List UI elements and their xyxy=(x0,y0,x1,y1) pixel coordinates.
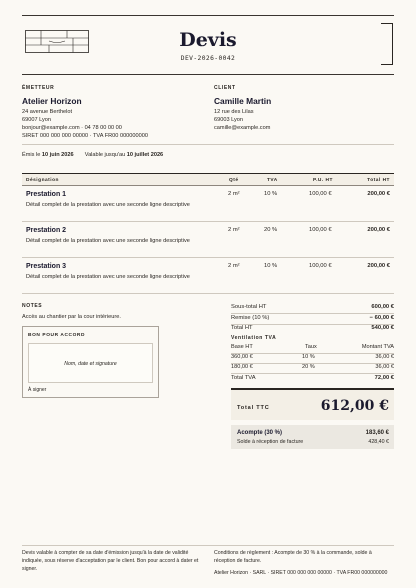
totals-divider xyxy=(231,313,394,314)
row-total: 200,00 € xyxy=(367,190,390,197)
row-qty: 2 m² xyxy=(228,226,240,233)
corner-bracket xyxy=(381,23,393,65)
deposit-value: 183,60 € xyxy=(365,430,389,436)
issuer-legal: SIRET 000 000 000 00000 · TVA FR00 000000000 xyxy=(22,133,148,140)
col-unit-price: P.U. HT xyxy=(313,178,333,183)
total-vat-value: 72,00 € xyxy=(374,375,394,381)
row-title: Prestation 1 xyxy=(26,191,67,198)
row-title: Prestation 3 xyxy=(26,263,67,270)
footer-payment: Conditions de règlement : Acompte de 30 % à la commande, solde à réception de facture. xyxy=(214,550,372,564)
row-total: 200,00 € xyxy=(367,262,390,269)
vat-base: 180,00 € xyxy=(231,364,253,370)
document-number: DEV-2026-0042 xyxy=(180,55,236,62)
row-title: Prestation 2 xyxy=(26,227,67,234)
vat-breakdown-label: Ventilation TVA xyxy=(231,335,277,341)
signature-status: À signer xyxy=(28,387,47,393)
vat-rate: 20 % xyxy=(302,364,315,370)
row-description: Détail complet de la prestation avec une seconde ligne descriptive xyxy=(26,274,190,280)
client-label: CLIENT xyxy=(214,85,236,91)
total-ttc-label: Total TTC xyxy=(237,405,270,411)
balance-label: Solde à réception de facture xyxy=(237,439,304,445)
floorplan-logo-icon xyxy=(25,30,89,53)
row-vat: 10 % xyxy=(264,262,278,269)
table-row xyxy=(22,258,394,294)
balance-value: 428,40 € xyxy=(368,439,389,445)
total-ht-label: Total HT xyxy=(231,325,253,331)
vat-amount: 36,00 € xyxy=(375,364,394,370)
row-unit-price: 100,00 € xyxy=(309,262,332,269)
subtotal-label: Sous-total HT xyxy=(231,304,267,310)
footer-validity: Devis valable à compter de sa date d'émission jusqu'à la date de validité indiquée, sous réserve d'acceptation par le client. Bon pour accord à dater et signer. xyxy=(22,550,199,572)
row-unit-price: 100,00 € xyxy=(309,226,332,233)
table-row xyxy=(22,222,394,258)
issuer-address2: 69007 Lyon xyxy=(22,117,52,124)
total-ht-value: 540,00 € xyxy=(371,325,394,331)
col-qty: Qté xyxy=(229,178,239,183)
signature-hint: Nom, date et signature xyxy=(64,361,117,367)
issuer-address1: 24 avenue Berthelot xyxy=(22,108,73,115)
signature-label: BON POUR ACCORD xyxy=(28,333,86,338)
deposit-label: Acompte (30 %) xyxy=(237,430,283,436)
total-ttc-box xyxy=(231,388,394,420)
total-ht-row xyxy=(231,325,394,335)
table-header xyxy=(22,173,394,186)
document-title: Devis xyxy=(179,29,237,51)
row-vat: 20 % xyxy=(264,226,278,233)
vat-col-base: Base HT xyxy=(231,344,253,350)
vat-col-amount: Montant TVA xyxy=(361,344,394,350)
footer-terms xyxy=(214,550,394,577)
notes-block xyxy=(22,303,212,321)
valid-date: 10 juillet 2026 xyxy=(126,152,164,158)
row-total: 200,00 € xyxy=(367,226,390,233)
total-vat-row xyxy=(231,375,394,385)
issuer-label: ÉMETTEUR xyxy=(22,85,55,91)
row-description: Détail complet de la prestation avec une seconde ligne descriptive xyxy=(26,202,190,208)
row-description: Détail complet de la prestation avec une seconde ligne descriptive xyxy=(26,238,190,244)
signature-box xyxy=(22,326,159,398)
vat-amount: 36,00 € xyxy=(375,354,394,360)
table-row xyxy=(22,186,394,222)
col-vat: TVA xyxy=(267,178,278,183)
row-qty: 2 m² xyxy=(228,190,240,197)
client-email: camille@example.com xyxy=(214,125,271,132)
header-rule xyxy=(22,74,394,75)
col-total: Total HT xyxy=(367,178,390,183)
parties-rule xyxy=(22,144,394,145)
discount-value: − 60,00 € xyxy=(369,315,394,321)
vat-col-rate: Taux xyxy=(305,344,317,350)
top-rule xyxy=(22,15,394,16)
vat-divider xyxy=(231,373,394,374)
client-name: Camille Martin xyxy=(214,95,272,106)
col-designation: Désignation xyxy=(26,178,59,183)
notes-label: NOTES xyxy=(22,303,43,309)
row-unit-price: 100,00 € xyxy=(309,190,332,197)
discount-label: Remise (10 %) xyxy=(231,315,270,321)
client-block xyxy=(214,85,384,132)
row-vat: 10 % xyxy=(264,190,278,197)
issuer-block xyxy=(22,85,192,140)
issuer-name: Atelier Horizon xyxy=(22,95,82,106)
footer-legal: Atelier Horizon · SARL · SIRET 000 000 000 00000 · TVA FR00 000000000 xyxy=(214,569,388,576)
client-address1: 12 rue des Lilas xyxy=(214,108,254,115)
signature-field[interactable] xyxy=(28,343,153,383)
deposit-box xyxy=(231,425,394,449)
issuer-contact: bonjour@example.com · 04 78 00 00 00 xyxy=(22,125,122,132)
issued-date: 10 juin 2026 xyxy=(41,152,74,158)
dates-line xyxy=(22,152,163,159)
footer-rule xyxy=(22,545,394,546)
vat-rate: 10 % xyxy=(302,354,315,360)
subtotal-value: 600,00 € xyxy=(371,304,394,310)
total-vat-label: Total TVA xyxy=(231,375,256,381)
valid-label: Valable jusqu'au xyxy=(84,152,126,158)
total-ttc-value: 612,00 € xyxy=(320,398,389,414)
row-qty: 2 m² xyxy=(228,262,240,269)
vat-base: 360,00 € xyxy=(231,354,253,360)
client-address2: 69003 Lyon xyxy=(214,117,244,124)
issued-label: Émis le xyxy=(22,152,41,158)
notes-text: Accès au chantier par la cour intérieure. xyxy=(22,313,121,320)
